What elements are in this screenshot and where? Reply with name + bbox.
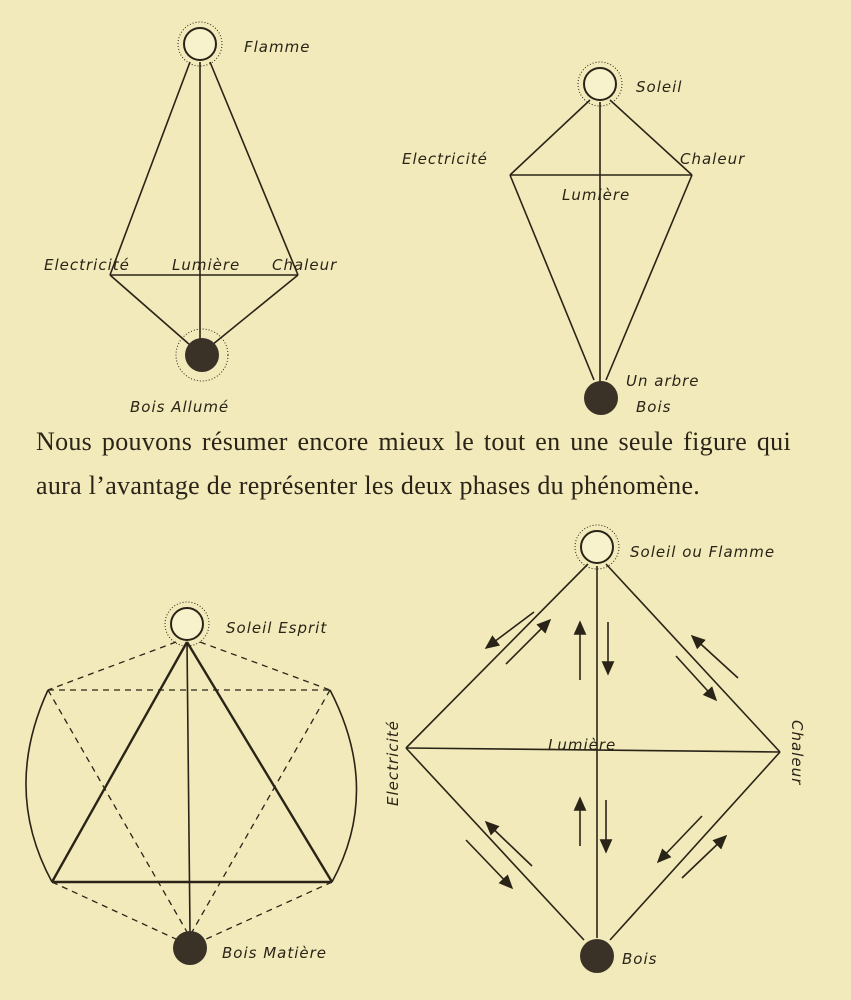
fig1-right-label: Chaleur	[272, 256, 338, 274]
fig2-left-label: Electricité	[402, 150, 488, 168]
fig4-right-label: Chaleur	[788, 720, 806, 786]
fig2-right-label: Chaleur	[680, 150, 746, 168]
fig1-left-label: Electricité	[44, 256, 130, 274]
fig2-top-label: Soleil	[636, 78, 683, 96]
sun-flame-icon	[575, 525, 619, 569]
fig4-bottom-label: Bois	[622, 950, 658, 968]
burning-wood-icon	[176, 329, 228, 381]
fig2-bottom-label-2: Bois	[636, 398, 672, 416]
body-paragraph: Nous pouvons résumer encore mieux le tout en une seule figure qui aura l’avantage de représenter les deux phases du phénomène.	[36, 427, 791, 500]
fig4-left-label: Electricité	[384, 720, 402, 806]
figure-2	[402, 62, 745, 416]
fig4-center-label: Lumière	[548, 736, 617, 754]
fig4-top-label: Soleil ou Flamme	[630, 543, 776, 561]
figure-3	[26, 602, 357, 965]
sun-icon	[578, 62, 622, 106]
sun-spirit-icon	[165, 602, 209, 646]
fig3-top-label: Soleil Esprit	[226, 619, 328, 637]
fig2-center-label: Lumière	[562, 186, 631, 204]
wood-icon	[584, 381, 618, 415]
fig1-bottom-label: Bois Allumé	[130, 398, 230, 416]
figure-4	[384, 525, 806, 973]
figure-1	[44, 22, 337, 416]
fig2-bottom-label-1: Un arbre	[626, 372, 700, 390]
wood-matter-icon	[173, 931, 207, 965]
fig3-bottom-label: Bois Matière	[222, 944, 328, 962]
flame-sun-icon	[178, 22, 222, 66]
wood-icon-2	[580, 939, 614, 973]
fig1-center-label: Lumière	[172, 256, 241, 274]
fig1-top-label: Flamme	[244, 38, 311, 56]
